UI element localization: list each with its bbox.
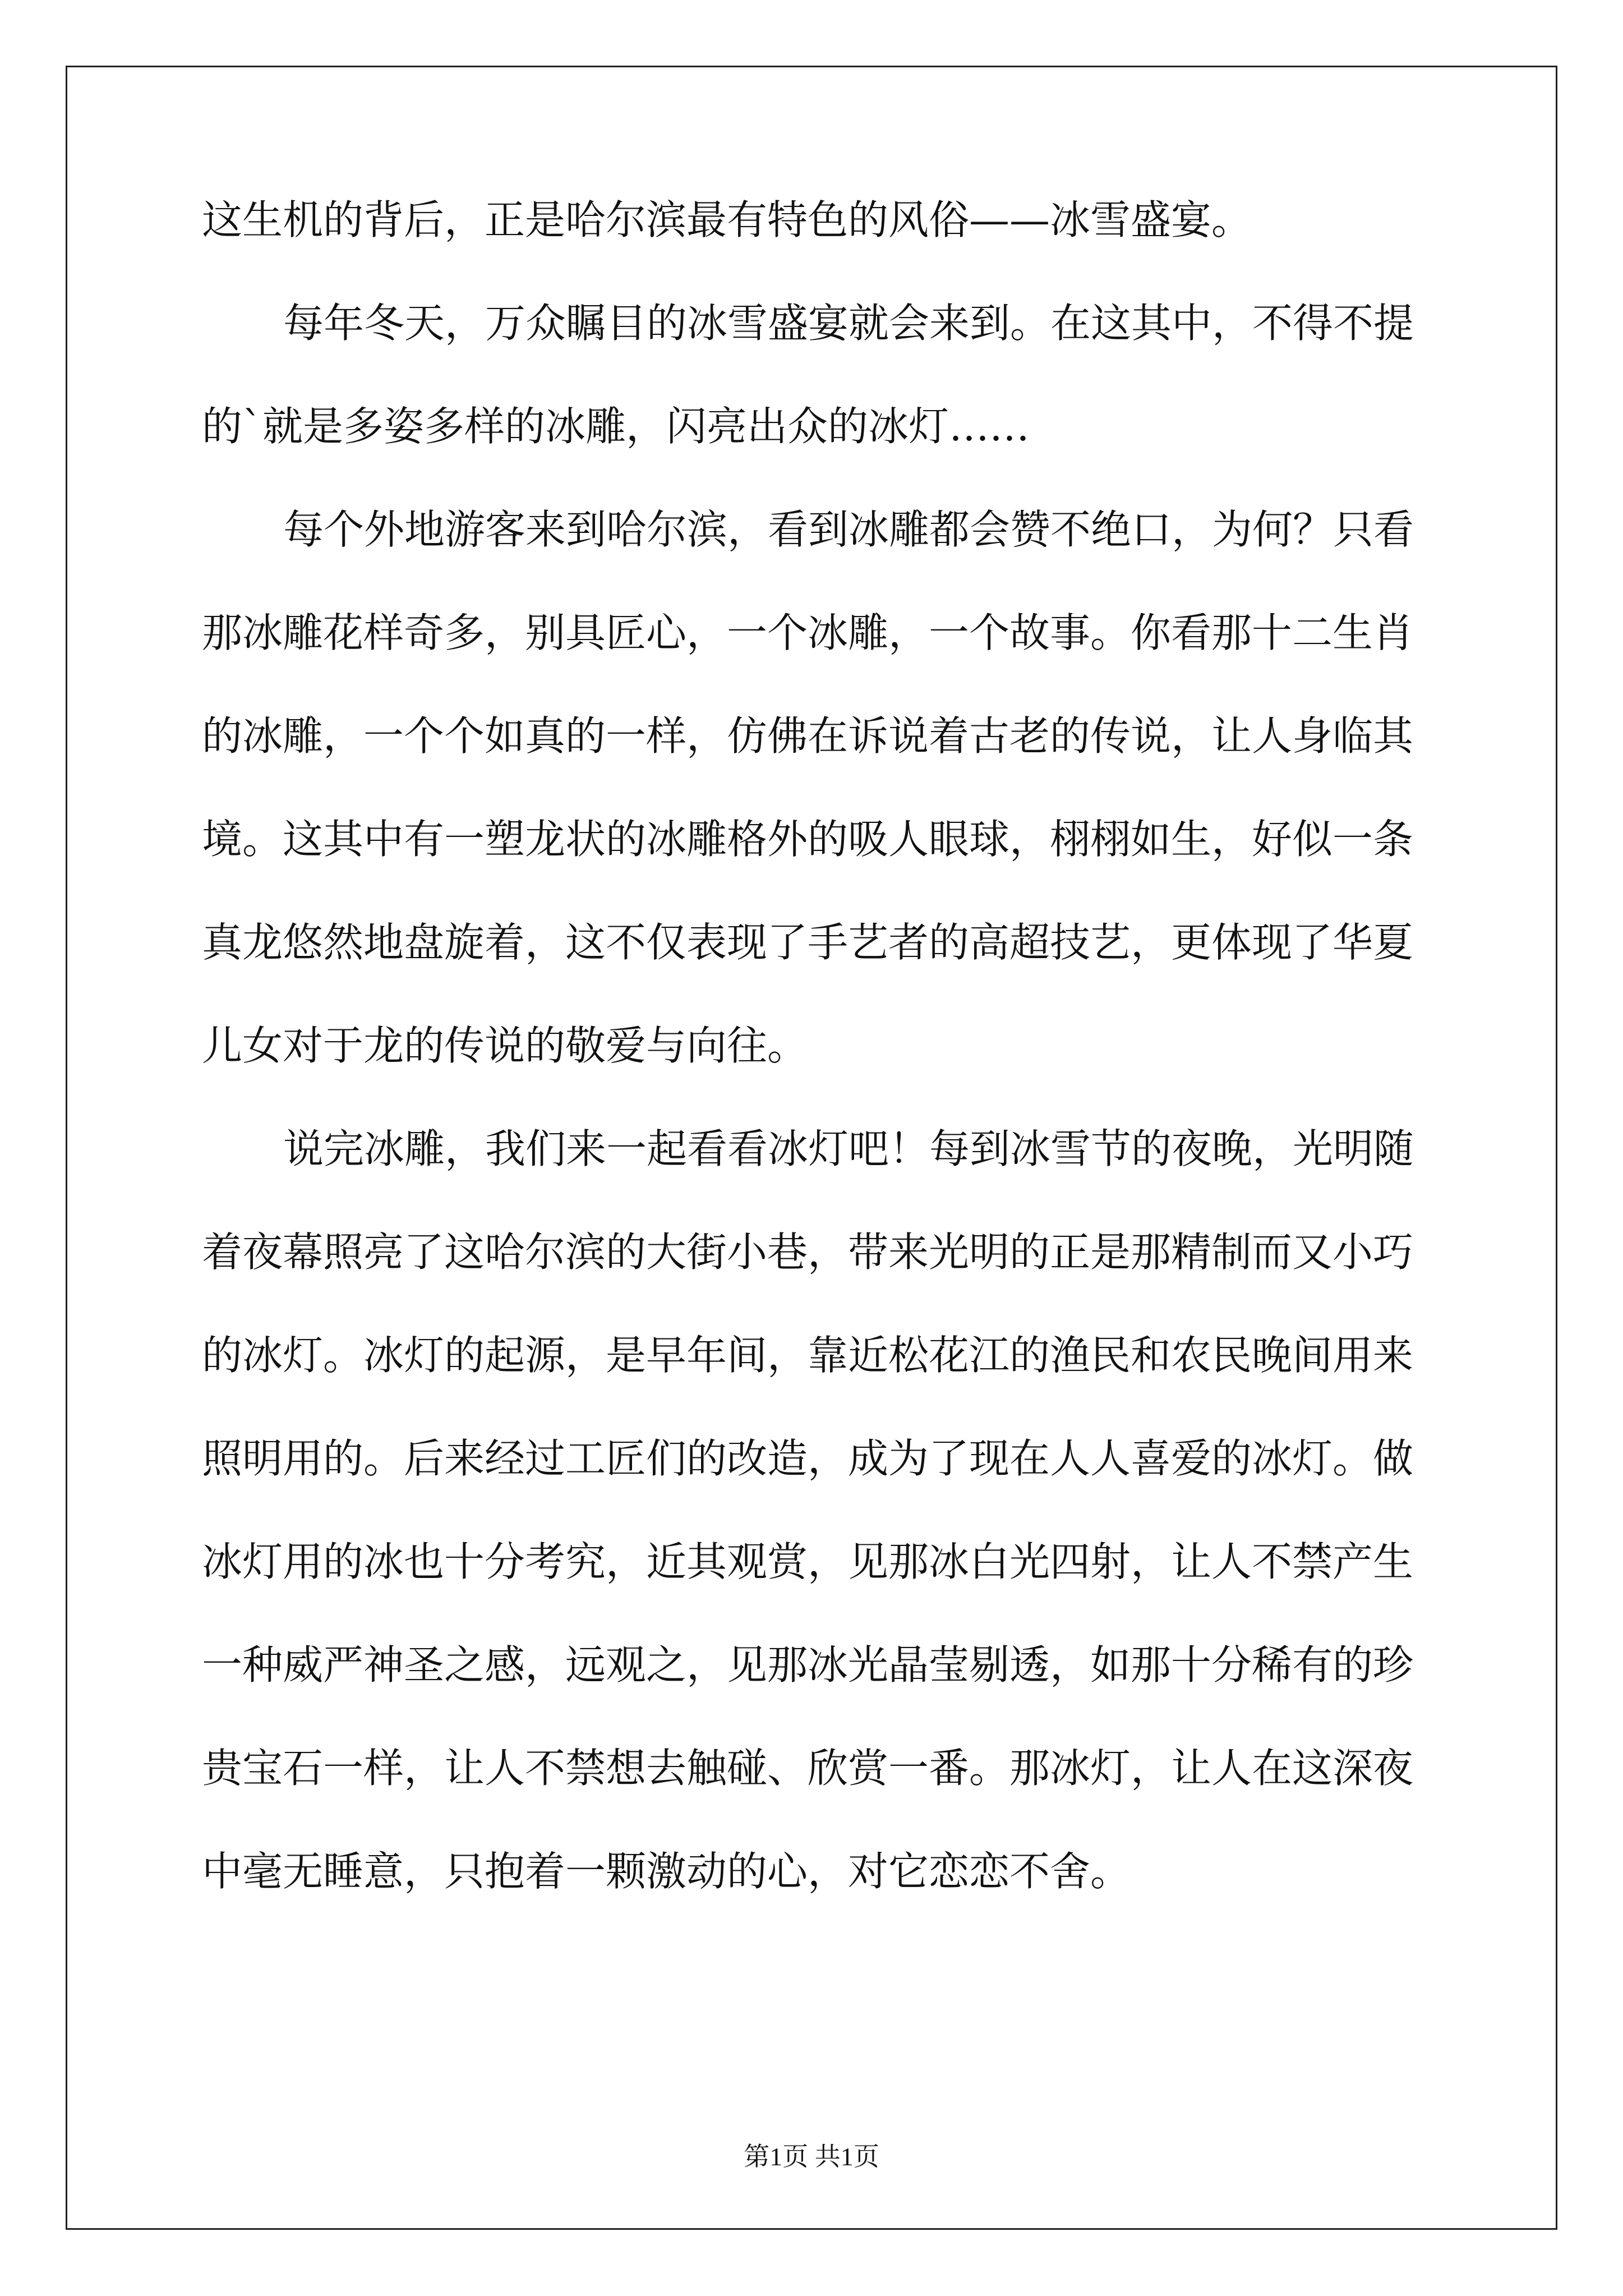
document-body [202, 168, 1424, 1923]
paragraph-start-line: 每年冬天，万众瞩目的冰雪盛宴就会来到。在这其中，不得不提 [283, 300, 1414, 347]
text-line: 这生机的背后，正是哈尔滨最有特色的风俗——冰雪盛宴。 [202, 196, 1252, 243]
text-line: 的冰灯。冰灯的起源，是早年间，靠近松花江的渔民和农民晚间用来 [202, 1332, 1414, 1379]
paragraph-start-line: 说完冰雕，我们来一起看看冰灯吧！每到冰雪节的夜晚，光明随 [283, 1125, 1414, 1172]
text-line: 照明用的。后来经过工匠们的改造，成为了现在人人喜爱的冰灯。做 [202, 1435, 1414, 1482]
text-line: 一种威严神圣之感，远观之，见那冰光晶莹剔透，如那十分稀有的珍 [202, 1641, 1414, 1688]
text-line: 冰灯用的冰也十分考究，近其观赏，见那冰白光四射，让人不禁产生 [202, 1538, 1414, 1585]
text-line: 儿女对于龙的传说的敬爱与向往。 [202, 1022, 808, 1069]
paragraph-start-line: 每个外地游客来到哈尔滨，看到冰雕都会赞不绝口，为何？只看 [283, 506, 1414, 553]
text-line: 中毫无睡意，只抱着一颗激动的心，对它恋恋不舍。 [202, 1848, 1131, 1895]
text-line: 的`就是多姿多样的冰雕，闪亮出众的冰灯…… [202, 403, 1030, 450]
text-line: 的冰雕，一个个如真的一样，仿佛在诉说着古老的传说，让人身临其 [202, 712, 1414, 760]
text-line: 贵宝石一样，让人不禁想去触碰、欣赏一番。那冰灯，让人在这深夜 [202, 1745, 1414, 1792]
page-footer: 第1页 共1页 [744, 2142, 879, 2171]
text-line: 境。这其中有一塑龙状的冰雕格外的吸人眼球，栩栩如生，好似一条 [202, 816, 1414, 863]
text-line: 真龙悠然地盘旋着，这不仅表现了手艺者的高超技艺，更体现了华夏 [202, 919, 1414, 966]
text-line: 那冰雕花样奇多，别具匠心，一个冰雕，一个故事。你看那十二生肖 [202, 609, 1414, 656]
text-line: 着夜幕照亮了这哈尔滨的大街小巷，带来光明的正是那精制而又小巧 [202, 1228, 1414, 1276]
